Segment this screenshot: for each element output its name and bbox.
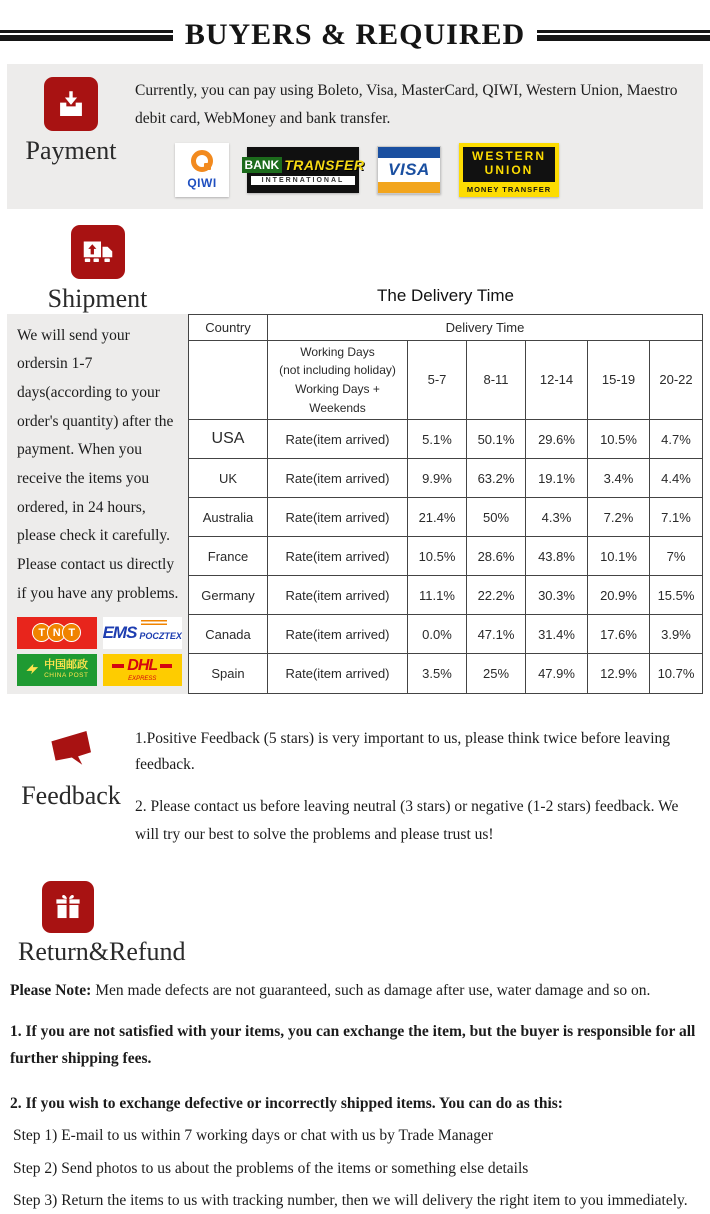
rate-value: 19.1% bbox=[526, 459, 588, 498]
rate-value: 4.7% bbox=[650, 420, 703, 459]
rate-value: 17.6% bbox=[588, 615, 650, 654]
rate-value: 7.2% bbox=[588, 498, 650, 537]
feedback-body bbox=[135, 724, 703, 849]
table-row bbox=[189, 576, 703, 615]
bank-transfer-subtitle: INTERNATIONAL bbox=[251, 176, 355, 185]
rate-value: 15.5% bbox=[650, 576, 703, 615]
country-header: Country bbox=[189, 314, 268, 340]
working-days-line-3: Working Days + Weekends bbox=[295, 381, 380, 415]
rate-value: 30.3% bbox=[526, 576, 588, 615]
rate-value: 10.1% bbox=[588, 537, 650, 576]
china-post-emblem-icon bbox=[25, 662, 40, 677]
payment-section-id bbox=[7, 77, 135, 197]
header-rule-right bbox=[537, 30, 710, 41]
shipment-note-panel bbox=[7, 314, 188, 694]
delivery-time-table bbox=[188, 314, 703, 694]
rate-value: 10.5% bbox=[588, 420, 650, 459]
returns-step-2: Step 2) Send photos to us about the problems of the items or something else details bbox=[13, 1159, 529, 1177]
payment-section bbox=[7, 64, 703, 209]
western-union-line1: WESTERN bbox=[472, 149, 546, 164]
truck-icon bbox=[80, 234, 116, 270]
qiwi-logo bbox=[175, 143, 229, 197]
table-row bbox=[189, 615, 703, 654]
delivery-time-header: Delivery Time bbox=[268, 314, 703, 340]
rate-value: 47.1% bbox=[467, 615, 526, 654]
country-cell: Canada bbox=[189, 615, 268, 654]
rate-value: 10.7% bbox=[650, 654, 703, 693]
shipment-body bbox=[7, 314, 703, 694]
table-subheader-row bbox=[189, 340, 703, 419]
country-cell: Australia bbox=[189, 498, 268, 537]
visa-bottom-band bbox=[378, 182, 440, 193]
rate-value: 3.9% bbox=[650, 615, 703, 654]
china-post-cn: 中国邮政 bbox=[44, 658, 89, 671]
rate-value: 10.5% bbox=[408, 537, 467, 576]
western-union-subtitle: MONEY TRANSFER bbox=[466, 184, 552, 194]
tnt-logo bbox=[17, 617, 97, 649]
payment-description: Currently, you can pay using Boleto, Visa, MasterCard, QIWI, Western Union, Maestro debit card, WebMoney and bank transfer. bbox=[135, 82, 678, 127]
rate-value: 3.5% bbox=[408, 654, 467, 693]
range-header-4: 15-19 bbox=[588, 340, 650, 419]
china-post-text bbox=[44, 660, 88, 680]
rate-label-cell: Rate(item arrived) bbox=[268, 537, 408, 576]
returns-note-text: Men made defects are not guaranteed, such as damage after use, water damage and so on. bbox=[91, 981, 651, 999]
rate-value: 0.0% bbox=[408, 615, 467, 654]
returns-point-1: 1. If you are not satisfied with your items, you can exchange the item, but the buyer is responsible for all further shipping fees. bbox=[10, 1023, 696, 1068]
shipment-section bbox=[0, 225, 710, 694]
ems-pocztex-logo bbox=[103, 617, 183, 649]
rate-value: 28.6% bbox=[467, 537, 526, 576]
gift-icon bbox=[51, 890, 85, 924]
shipment-icon bbox=[71, 225, 125, 279]
rate-value: 25% bbox=[467, 654, 526, 693]
bank-transfer-logo bbox=[244, 147, 365, 193]
visa-logo bbox=[377, 146, 441, 194]
table-header-row bbox=[189, 314, 703, 340]
return-refund-icon bbox=[42, 881, 94, 933]
returns-note bbox=[10, 977, 700, 1004]
dhl-dash-left bbox=[112, 664, 124, 668]
rate-label-cell: Rate(item arrived) bbox=[268, 459, 408, 498]
feedback-bubble-icon bbox=[43, 726, 99, 776]
dhl-row bbox=[112, 657, 172, 675]
page-header bbox=[0, 0, 710, 56]
returns-step-1: Step 1) E-mail to us within 7 working days or chat with us by Trade Manager bbox=[13, 1127, 494, 1145]
rate-value: 7% bbox=[650, 537, 703, 576]
rate-value: 12.9% bbox=[588, 654, 650, 693]
rate-value: 50% bbox=[467, 498, 526, 537]
table-row bbox=[189, 498, 703, 537]
dhl-logo bbox=[103, 654, 183, 686]
returns-section-id bbox=[18, 881, 710, 967]
rate-value: 47.9% bbox=[526, 654, 588, 693]
table-row bbox=[189, 459, 703, 498]
feedback-section-id bbox=[7, 724, 135, 849]
working-days-cell bbox=[268, 340, 408, 419]
rate-value: 20.9% bbox=[588, 576, 650, 615]
rate-value: 22.2% bbox=[467, 576, 526, 615]
dhl-dash-right bbox=[160, 664, 172, 668]
rate-value: 11.1% bbox=[408, 576, 467, 615]
courier-logos bbox=[17, 609, 182, 686]
bank-transfer-title bbox=[242, 157, 365, 173]
shipment-section-id bbox=[7, 225, 188, 314]
country-cell: Spain bbox=[189, 654, 268, 693]
delivery-time-title: The Delivery Time bbox=[377, 285, 514, 305]
table-row bbox=[189, 420, 703, 459]
country-cell: France bbox=[189, 537, 268, 576]
rate-value: 29.6% bbox=[526, 420, 588, 459]
qiwi-logo-text: QIWI bbox=[187, 175, 217, 190]
visa-logo-text: VISA bbox=[388, 159, 430, 179]
china-post-en: CHINA POST bbox=[44, 671, 89, 679]
rate-value: 50.1% bbox=[467, 420, 526, 459]
bank-transfer-word1: BANK bbox=[242, 157, 283, 173]
range-header-3: 12-14 bbox=[526, 340, 588, 419]
tnt-letter-2: N bbox=[47, 623, 66, 642]
payment-body bbox=[135, 77, 703, 197]
rate-value: 3.4% bbox=[588, 459, 650, 498]
rate-value: 9.9% bbox=[408, 459, 467, 498]
returns-step-3: Step 3) Return the items to us with tracking number, then we will delivery the right item to you immediately. bbox=[13, 1191, 688, 1209]
qiwi-q-icon bbox=[191, 150, 213, 172]
rate-value: 7.1% bbox=[650, 498, 703, 537]
rate-label-cell: Rate(item arrived) bbox=[268, 420, 408, 459]
shipment-note: We will send your ordersin 1-7 days(according to your order's quantity) after the payment. When you receive the items you ordered, in 24 hours, please check it carefully. Please contact us directly if you have any problems. bbox=[17, 326, 179, 602]
range-header-2: 8-11 bbox=[467, 340, 526, 419]
table-row bbox=[189, 654, 703, 693]
payment-label: Payment bbox=[25, 136, 117, 165]
dhl-logo-text: DHL bbox=[127, 657, 158, 674]
feedback-point-1: 1.Positive Feedback (5 stars) is very important to us, please think twice before leaving feedback. bbox=[135, 729, 671, 773]
rate-value: 43.8% bbox=[526, 537, 588, 576]
rate-label-cell: Rate(item arrived) bbox=[268, 498, 408, 537]
western-union-logo bbox=[459, 143, 559, 197]
working-days-line-1: Working Days bbox=[300, 344, 375, 359]
tnt-letter-3: T bbox=[62, 623, 81, 642]
returns-label: Return&Refund bbox=[18, 936, 186, 966]
rate-label-cell: Rate(item arrived) bbox=[268, 615, 408, 654]
payment-logos bbox=[175, 143, 691, 197]
pocztex-logo-text: POCZTEX bbox=[139, 630, 182, 641]
shipment-header bbox=[7, 225, 703, 314]
dhl-express-text: EXPRESS bbox=[128, 676, 157, 682]
page-title: BUYERS & REQUIRED bbox=[184, 18, 526, 51]
download-tray-icon bbox=[54, 87, 88, 121]
feedback-label: Feedback bbox=[21, 780, 121, 810]
western-union-line2: UNION bbox=[484, 163, 534, 178]
returns-point-2: 2. If you wish to exchange defective or incorrectly shipped items. You can do as this: bbox=[10, 1095, 563, 1113]
rate-value: 4.4% bbox=[650, 459, 703, 498]
header-rule-left bbox=[0, 30, 173, 41]
range-header-5: 20-22 bbox=[650, 340, 703, 419]
returns-section bbox=[0, 881, 710, 1214]
country-cell: USA bbox=[189, 420, 268, 459]
tnt-letter-1: T bbox=[32, 623, 51, 642]
china-post-logo bbox=[17, 654, 97, 686]
shipment-label: Shipment bbox=[47, 283, 148, 313]
feedback-section bbox=[7, 724, 703, 849]
table-row bbox=[189, 537, 703, 576]
empty-header-cell bbox=[189, 340, 268, 419]
rate-value: 4.3% bbox=[526, 498, 588, 537]
rate-label-cell: Rate(item arrived) bbox=[268, 654, 408, 693]
rate-label-cell: Rate(item arrived) bbox=[268, 576, 408, 615]
rate-value: 63.2% bbox=[467, 459, 526, 498]
rate-value: 31.4% bbox=[526, 615, 588, 654]
bank-transfer-word2: TRANSFER bbox=[284, 157, 365, 174]
payment-icon bbox=[44, 77, 98, 131]
visa-top-band bbox=[378, 147, 440, 158]
working-days-line-2: (not including holiday) bbox=[279, 363, 396, 378]
returns-text bbox=[10, 977, 700, 1214]
feedback-point-2: 2. Please contact us before leaving neutral (3 stars) or negative (1-2 stars) feedback. We will try our best to solve the problems and please trust us! bbox=[135, 798, 679, 844]
range-header-1: 5-7 bbox=[408, 340, 467, 419]
country-cell: UK bbox=[189, 459, 268, 498]
returns-note-label: Please Note: bbox=[10, 981, 92, 999]
western-union-title bbox=[463, 147, 555, 182]
country-cell: Germany bbox=[189, 576, 268, 615]
ems-logo-text: EMS bbox=[102, 622, 137, 642]
rate-value: 21.4% bbox=[408, 498, 467, 537]
rate-value: 5.1% bbox=[408, 420, 467, 459]
